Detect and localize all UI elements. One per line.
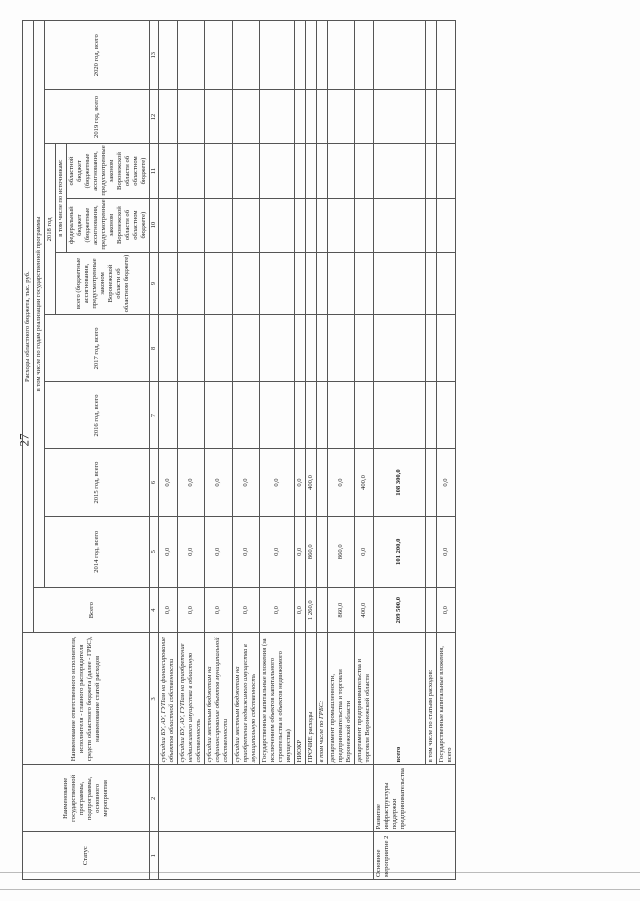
- value-total: 0,0: [159, 587, 178, 632]
- footer-rule: [0, 889, 640, 890]
- col-num: 13: [150, 21, 159, 90]
- value-2014: 0,0: [159, 516, 178, 587]
- header-2014: 2014 год, всего: [45, 516, 150, 587]
- header-name: Наименование государственной программы, подпрограммы, основного мероприятия: [23, 765, 150, 832]
- expense-item: ПРОЧИЕ расходы: [305, 633, 316, 765]
- col-num: 12: [150, 90, 159, 144]
- header-2019: 2019 год, всего: [45, 90, 150, 144]
- col-num: 2: [150, 765, 159, 832]
- table-row: [305, 21, 316, 880]
- table-row: [327, 21, 354, 880]
- table-row: [178, 21, 205, 880]
- table-row: [316, 21, 327, 880]
- header-incl-sources: в том числе по источникам:: [56, 144, 67, 252]
- col-num: 3: [150, 633, 159, 765]
- main-event-2014: 101 200,0: [373, 516, 425, 587]
- value-2014: 860,0: [327, 516, 354, 587]
- table-row: [425, 21, 436, 880]
- value-total: 0,0: [294, 587, 305, 632]
- col-num: 10: [150, 198, 159, 252]
- main-event-name: Развитие инфраструктуры поддержки предпринимательства: [373, 765, 455, 832]
- value-2015: 400,0: [305, 449, 316, 516]
- value-2015: 0,0: [437, 449, 456, 516]
- col-num: 7: [150, 382, 159, 449]
- col-num: 9: [150, 252, 159, 315]
- main-event-total: 209 500,0: [373, 587, 425, 632]
- value-2014: 0,0: [205, 516, 232, 587]
- expense-item: НИОКР: [294, 633, 305, 765]
- value-2015: [425, 449, 436, 516]
- page-number: 27: [16, 433, 32, 447]
- table-row: [294, 21, 305, 880]
- table-row: [205, 21, 232, 880]
- value-total: 0,0: [437, 587, 456, 632]
- expense-item: в том числе по ГРБС:: [316, 633, 327, 765]
- value-total: [425, 587, 436, 632]
- value-2014: [425, 516, 436, 587]
- value-2015: 0,0: [159, 449, 178, 516]
- value-total: 860,0: [327, 587, 354, 632]
- header-2018: 2018 год: [45, 144, 56, 315]
- expense-item: департамент предпринимательства и торговли Воронежской области: [354, 633, 373, 765]
- value-total: 0,0: [232, 587, 259, 632]
- col-num: 4: [150, 587, 159, 632]
- expense-item: Государственные капитальные вложения, всего: [437, 633, 456, 765]
- value-2015: 0,0: [232, 449, 259, 516]
- header-regional: областной бюджет (бюджетные ассигнования, предусмотренные законом Воронежской области об областном бюджете): [67, 144, 150, 198]
- value-2015: 0,0: [205, 449, 232, 516]
- expense-item: субсидии БУ, АУ, ГУПам на финансирование объектов областной собственности: [159, 633, 178, 765]
- main-event-2015: 108 300,0: [373, 449, 425, 516]
- column-number-row: [150, 21, 159, 880]
- expense-item: субсидии БУ, АУ, ГУПам на приобретение недвижимого имущества в областную собственность: [178, 633, 205, 765]
- value-2015: 0,0: [294, 449, 305, 516]
- expenses-table: [22, 20, 456, 880]
- value-total: 0,0: [178, 587, 205, 632]
- value-2014: 0,0: [294, 516, 305, 587]
- col-num: 6: [150, 449, 159, 516]
- value-total: 0,0: [205, 587, 232, 632]
- value-2014: [316, 516, 327, 587]
- value-total: 1 260,0: [305, 587, 316, 632]
- value-2014: 0,0: [354, 516, 373, 587]
- expense-item: субсидии местным бюджетам на софинансирование объектов муниципальной собственности: [205, 633, 232, 765]
- col-num: 8: [150, 315, 159, 382]
- value-2014: 0,0: [232, 516, 259, 587]
- table-row: [437, 21, 456, 880]
- status-cell: [159, 832, 374, 880]
- value-2015: 0,0: [327, 449, 354, 516]
- header-2017: 2017 год, всего: [45, 315, 150, 382]
- table-row: [159, 21, 178, 880]
- table-row: [232, 21, 259, 880]
- header-2018-all: всего (бюджетные ассигнования, предусмотренные законом Воронежской области об областном бюджете): [56, 252, 150, 315]
- header-2016: 2016 год, всего: [45, 382, 150, 449]
- col-num: 5: [150, 516, 159, 587]
- name-cell: [159, 765, 374, 832]
- main-event-row: [373, 21, 425, 880]
- value-2015: 400,0: [354, 449, 373, 516]
- value-2015: 0,0: [178, 449, 205, 516]
- header-2015: 2015 год, всего: [45, 449, 150, 516]
- header-total: Всего: [34, 587, 150, 632]
- header-federal: федеральный бюджет (бюджетные ассигнования, предусмотренные законом Воронежской области об областном бюджете): [67, 198, 150, 252]
- header-executor: Наименование ответственного исполнителя, исполнителя - главного распорядителя средств областного бюджета (далее - ГРБС), наименование статей расходов: [23, 633, 150, 765]
- table-row: [354, 21, 373, 880]
- col-num: 1: [150, 832, 159, 880]
- header-2020: 2020 год, всего: [45, 21, 150, 90]
- table-row: [259, 21, 294, 880]
- expense-item: департамент промышленности, предпринимательства и торговли Воронежской области: [327, 633, 354, 765]
- col-num: 11: [150, 144, 159, 198]
- value-total: 400,0: [354, 587, 373, 632]
- expense-item: Государственные капитальные вложения (за исключением объектов капитального строительства и объектов недвижимого имущества): [259, 633, 294, 765]
- expense-item: субсидии местным бюджетам на приобретение недвижимого имущества в муниципальную собственность: [232, 633, 259, 765]
- value-2015: 0,0: [259, 449, 294, 516]
- main-event-label: всего: [373, 633, 425, 765]
- value-2014: 0,0: [178, 516, 205, 587]
- value-2014: 0,0: [437, 516, 456, 587]
- value-2015: [316, 449, 327, 516]
- value-2014: 860,0: [305, 516, 316, 587]
- expense-item: в том числе по статьям расходов:: [425, 633, 436, 765]
- value-2014: 0,0: [259, 516, 294, 587]
- header-status: Статус: [23, 832, 150, 880]
- value-total: [316, 587, 327, 632]
- rotated-table-sheet: [22, 20, 612, 880]
- main-event-status: Основное мероприятие 2: [373, 832, 455, 880]
- header-expenses-title: Расходы областного бюджета, тыс. руб.: [23, 21, 34, 633]
- value-total: 0,0: [259, 587, 294, 632]
- header-incl-years: в том числе по годам реализации государственной программы: [34, 21, 45, 588]
